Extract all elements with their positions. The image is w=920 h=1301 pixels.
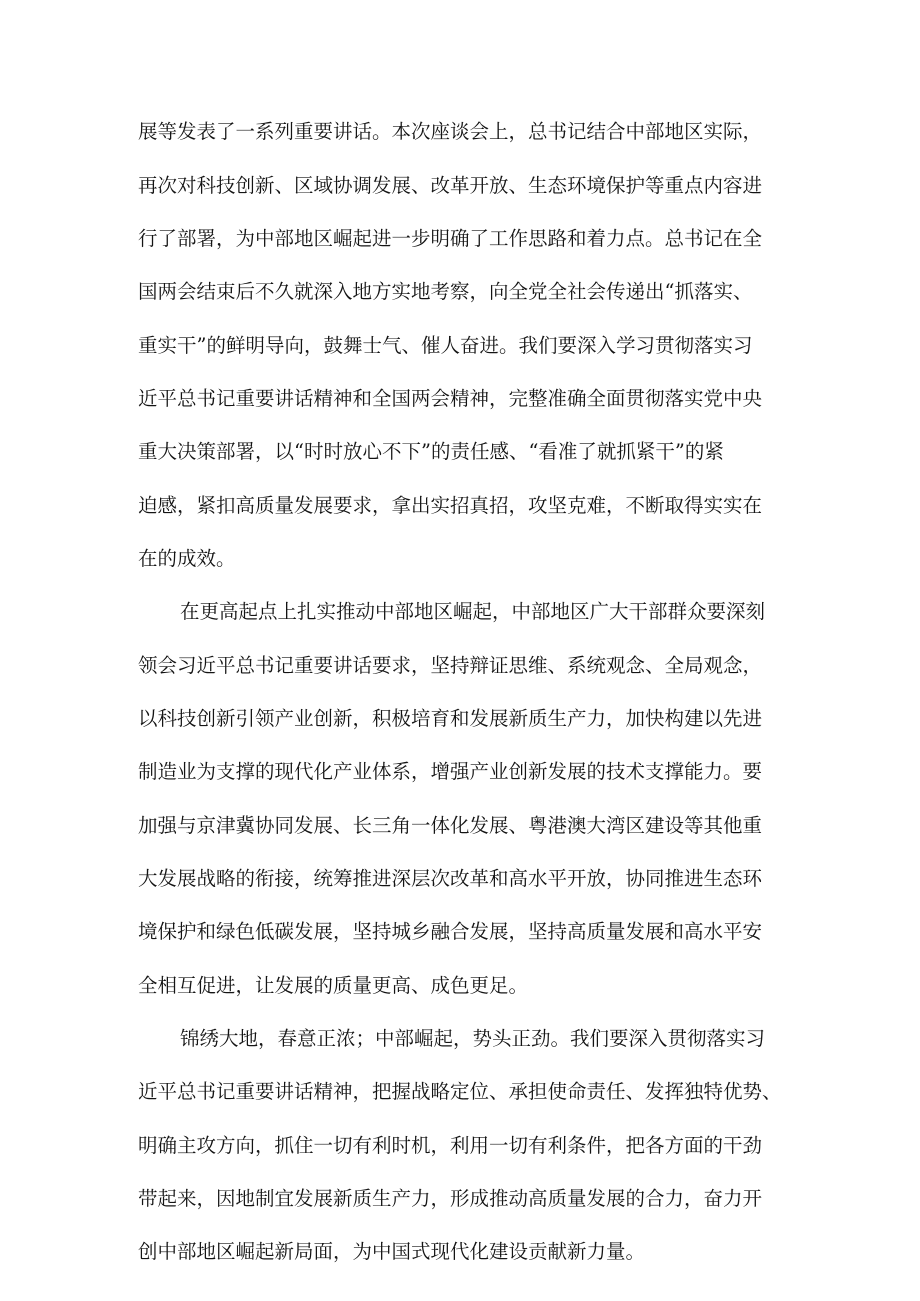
paragraph-1-line: 展等发表了一系列重要讲话。本次座谈会上，总书记结合中部地区实际， (138, 120, 763, 143)
paragraph-1-line: 在的成效。 (138, 547, 236, 570)
paragraph-1-line: 行了部署，为中部地区崛起进一步明确了工作思路和着力点。总书记在全 (138, 227, 763, 250)
paragraph-2-line: 大发展战略的衔接，统筹推进深层次改革和高水平开放，协同推进生态环 (138, 867, 763, 890)
paragraph-1-line: 重实干”的鲜明导向，鼓舞士气、催人奋进。我们要深入学习贯彻落实习 (138, 334, 753, 357)
paragraph-1-line: 近平总书记重要讲话精神和全国两会精神，完整准确全面贯彻落实党中央 (138, 387, 763, 410)
paragraph-1-line: 重大决策部署，以“时时放心不下”的责任感、“看准了就抓紧干”的紧 (138, 440, 724, 463)
paragraph-1-line: 迫感，紧扣高质量发展要求，拿出实招真招，攻坚克难，不断取得实实在 (138, 494, 763, 517)
paragraph-2-line: 全相互促进，让发展的质量更高、成色更足。 (138, 974, 529, 997)
paragraph-3-line: 创中部地区崛起新局面，为中国式现代化建设贡献新力量。 (138, 1240, 646, 1263)
paragraph-3-line: 明确主攻方向，抓住一切有利时机，利用一切有利条件，把各方面的干劲 (138, 1134, 763, 1157)
paragraph-3-line: 近平总书记重要讲话精神，把握战略定位、承担使命责任、发挥独特优势、 (138, 1080, 782, 1103)
paragraph-1-line: 国两会结束后不久就深入地方实地考察，向全党全社会传递出“抓落实、 (138, 280, 753, 303)
paragraph-2-line: 加强与京津冀协同发展、长三角一体化发展、粤港澳大湾区建设等其他重 (138, 814, 763, 837)
paragraph-2-line: 在更高起点上扎实推动中部地区崛起，中部地区广大干部群众要深刻 (180, 600, 766, 623)
paragraph-2-line: 以科技创新引领产业创新，积极培育和发展新质生产力，加快构建以先进 (138, 707, 763, 730)
paragraph-2-line: 境保护和绿色低碳发展，坚持城乡融合发展，坚持高质量发展和高水平安 (138, 920, 763, 943)
paragraph-2-line: 领会习近平总书记重要讲话要求，坚持辩证思维、系统观念、全局观念， (138, 654, 763, 677)
paragraph-3-line: 锦绣大地，春意正浓；中部崛起，势头正劲。我们要深入贯彻落实习 (180, 1027, 766, 1050)
paragraph-1-line: 再次对科技创新、区域协调发展、改革开放、生态环境保护等重点内容进 (138, 174, 763, 197)
paragraph-2-line: 制造业为支撑的现代化产业体系，增强产业创新发展的技术支撑能力。要 (138, 760, 763, 783)
paragraph-3-line: 带起来，因地制宜发展新质生产力，形成推动高质量发展的合力，奋力开 (138, 1187, 763, 1210)
